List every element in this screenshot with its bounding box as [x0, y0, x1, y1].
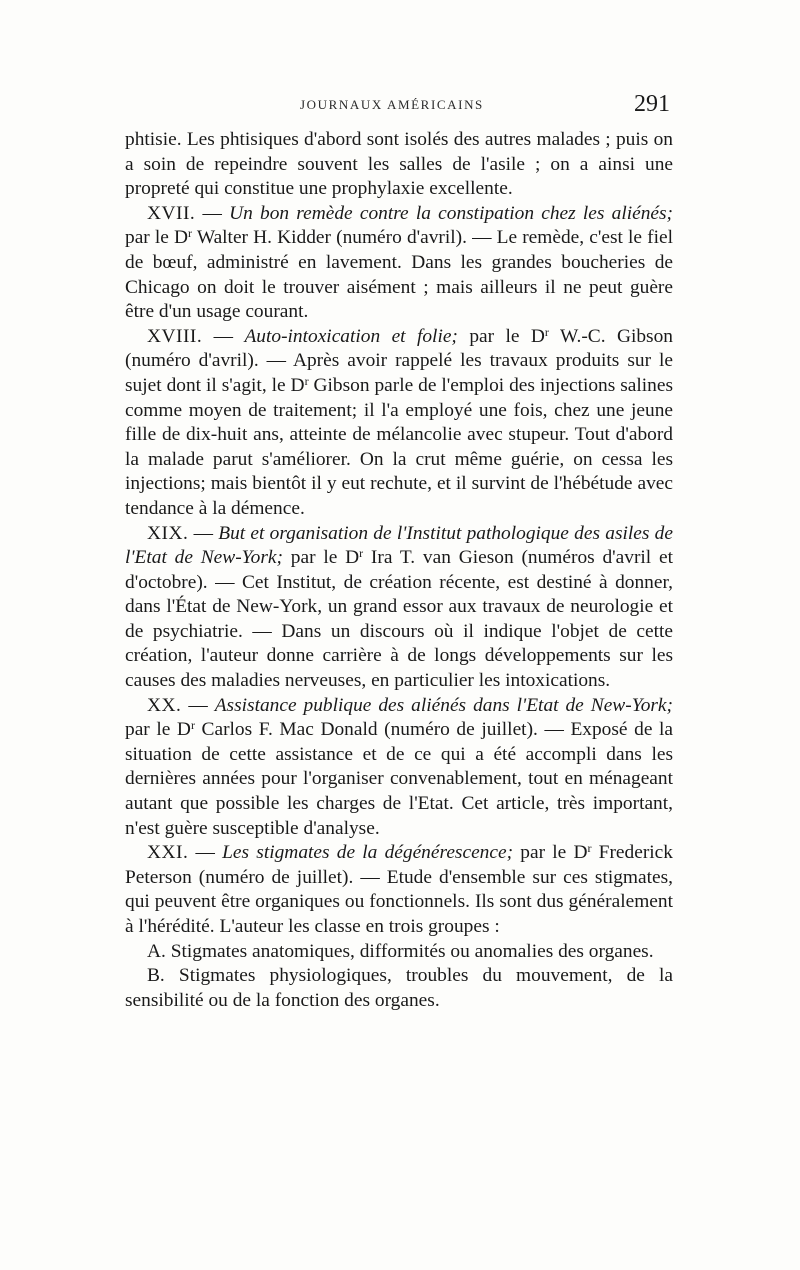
entry-body: Carlos F. Mac Donald (numéro de juillet). — Exposé de la situation de cette assistance et de ce qui a été accompli dans les dernières années pour l'organiser convenablement, tout en ménageant autant que possible les charges de l'Etat. Cet article, très important, n'est guère susceptible d'analyse.	[125, 719, 674, 839]
entry-number: XVII.	[147, 202, 196, 224]
entry-author-prefix: par le D	[457, 325, 545, 347]
entry-xix	[125, 522, 673, 694]
entry-title: Un bon remède contre la constipation chez les aliénés;	[229, 202, 674, 224]
list-item-b	[125, 964, 673, 1013]
superscript: r	[587, 841, 592, 856]
entry-title: Les stigmates de la dégénérescence;	[222, 842, 514, 864]
entry-number: XX.	[147, 694, 182, 716]
paragraph-text: phtisie. Les phtisiques d'abord sont isolés des autres malades ; puis on a soin de repeindre souvent les salles de l'asile ; on a ainsi une propreté qui constitue une prophylaxie excellente.	[125, 129, 673, 200]
entry-body: Ira T. van Gieson (numéros d'avril et d'octobre). — Cet Institut, de création récente, est destiné à donner, dans l'État de New-York, un grand essor aux travaux de neurologie et de psychiatrie. — Dans un discours où il indique l'objet de cette création, l'auteur donne carrière à de longs développements sur les causes des maladies nerveuses, en particulier les intoxications.	[125, 547, 673, 692]
entry-author-prefix: par le D	[282, 547, 360, 569]
body-text	[125, 128, 673, 1013]
list-item-text: A. Stigmates anatomiques, difformités ou anomalies des organes.	[147, 940, 654, 962]
entry-dash: —	[181, 694, 215, 716]
entry-dash: —	[188, 842, 223, 864]
entry-body: Frederick Peterson (numéro de juillet). — Etude d'ensemble sur ces stigmates, qui peuvent être organiques ou fonctionnels. Ils sont dus généralement à l'hérédité. L'auteur les classe en trois groupes :	[125, 842, 673, 937]
entry-dash: —	[188, 522, 219, 544]
entry-number: XVIII.	[147, 325, 203, 347]
superscript: r	[544, 324, 549, 339]
list-item-a	[125, 940, 673, 965]
entry-body: Walter H. Kidder (numéro d'avril). — Le remède, c'est le fiel de bœuf, administré en lavement. Dans les grandes boucheries de Chicago on doit le trouver aisément ; mais ailleurs il ne peut guère être d'un usage courant.	[125, 227, 674, 323]
entry-author-prefix: par le D	[513, 842, 588, 864]
entry-dash: —	[202, 325, 245, 347]
entry-author-prefix: par le D	[125, 227, 189, 249]
entry-title: Assistance publique des aliénés dans l'Etat de New-York;	[214, 694, 674, 716]
paragraph-continuation	[125, 128, 673, 202]
entry-xxi	[125, 841, 673, 939]
entry-xvii	[125, 202, 673, 325]
running-head	[125, 91, 670, 119]
entry-xviii	[125, 325, 673, 522]
superscript: r	[304, 373, 309, 388]
entry-title: Auto-intoxication et folie;	[244, 325, 458, 347]
superscript: r	[359, 546, 364, 561]
list-item-text: B. Stigmates physiologiques, troubles du mouvement, de la sensibilité ou de la fonction des organes.	[125, 965, 673, 1011]
entry-number: XIX.	[147, 522, 189, 544]
entry-author-prefix: par le D	[125, 719, 191, 741]
entry-xx	[125, 694, 673, 842]
entry-body: Gibson parle de l'emploi des injections salines comme moyen de traitement; il l'a employé une fois, chez une jeune fille de dix-huit ans, atteinte de mélancolie avec stupeur. Tout d'abord la malade parut s'améliorer. On la crut même guérie, on cessa les injections; mais bientôt il y eut rechute, et il survint de l'hébétude avec tendance à la démence.	[125, 374, 674, 519]
entry-body-mid: W.-C. Gibson (numéro d'avril). — Après avoir rappelé les travaux produits sur le sujet dont il s'agit, le D	[125, 325, 673, 396]
superscript: r	[190, 718, 195, 733]
running-title: JOURNAUX AMÉRICAINS	[300, 97, 484, 112]
entry-number: XXI.	[147, 842, 189, 864]
superscript: r	[188, 226, 193, 241]
page-number: 291	[634, 91, 670, 117]
entry-title: But et organisation de l'Institut pathologique des asiles de l'Etat de New-York;	[125, 522, 673, 569]
entry-dash: —	[195, 202, 230, 224]
